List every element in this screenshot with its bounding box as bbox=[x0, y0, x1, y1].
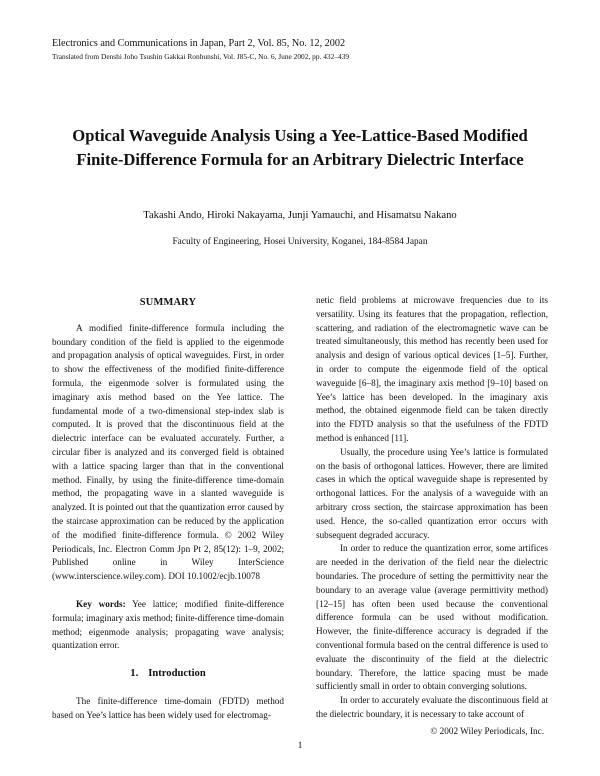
title-line-1: Optical Waveguide Analysis Using a Yee-Lattice-Based Modified bbox=[72, 126, 528, 145]
page-number: 1 bbox=[297, 740, 303, 751]
copyright-notice: © 2002 Wiley Periodicals, Inc. bbox=[430, 726, 544, 736]
right-column bbox=[316, 294, 548, 722]
summary-heading: SUMMARY bbox=[139, 297, 197, 308]
keywords-text: Yee lattice; modified finite-difference formula; imaginary axis method; finite-difference time-domain method; eigenmode analysis; propagating wave analysis; quantization error. bbox=[52, 598, 284, 651]
intro-paragraph-start: The finite-difference time-domain (FDTD) method based on Yee’s lattice has been widely used for electromag- bbox=[52, 695, 284, 720]
journal-header: Electronics and Communications in Japan, Part 2, Vol. 85, No. 12, 2002 bbox=[52, 38, 346, 49]
intro-title: Introduction bbox=[148, 668, 206, 680]
intro-paragraph: Usually, the procedure using Yee’s lattice is formulated on the basis of orthogonal lattices. However, there are limited cases in which the optical waveguide shape is represented by orthogonal lattices. For the analysis of a waveguide with an arbitrary cross section, the staircase approximation has been used. Hence, the so-called quantization error occurs with subsequent degraded accuracy. bbox=[316, 446, 548, 540]
translation-note: Translated from Denshi Joho Tsushin Gakkai Ronbunshi, Vol. J85-C, No. 6, June 2002, pp. 432–439 bbox=[52, 52, 350, 61]
intro-number: 1. bbox=[130, 668, 139, 680]
authors: Takashi Ando, Hiroki Nakayama, Junji Yamauchi, and Hisamatsu Nakano bbox=[143, 210, 457, 221]
summary-text: A modified finite-difference formula including the boundary condition of the field is applied to the eigenmode and propagation analysis of optical waveguides. First, in order to show the effectiveness of the modified finite-difference formula, the eigenmode solver is formulated using the imaginary axis method based on the Yee lattice. The fundamental mode of a two-dimensional step-index slab is computed. It is proved that the discontinuous field at the dielectric interface can be evaluated accurately. Further, a circular fiber is analyzed and its converged field is obtained with a lattice spacing larger than that in the conventional method. Finally, by using the finite-difference time-domain method, the propagating wave in a slanted waveguide is analyzed. It is pointed out that the quantization error caused by the staircase approximation can be reduced by the application of the modified finite-difference formula. © 2002 Wiley Periodicals, Inc. Electron Comm Jpn Pt 2, 85(12): 1–9, 2002; Published online in Wiley InterScience (www.interscience.wiley.com). DOI 10.1002/ecjb.10078 bbox=[52, 322, 284, 582]
paper-title bbox=[40, 124, 560, 172]
title-line-2: Finite-Difference Formula for an Arbitrary Dielectric Interface bbox=[76, 150, 524, 169]
intro-heading bbox=[52, 667, 284, 681]
intro-paragraph-continued: netic field problems at microwave frequencies due to its versatility. Using its features that the propagation, reflection, scattering, and radiation of the electromagnetic wave can be treated simultaneously, this method has recently been used for analysis and design of various optical devices [1–5]. Further, in order to compute the eigenmode field of the optical waveguide [6–8], the imaginary axis method [9–10] based on Yee’s lattice has been developed. In the imaginary axis method, the obtained eigenmode field can be taken directly into the FDTD analysis so that the usefulness of the FDTD method is enhanced [11]. bbox=[316, 295, 548, 443]
affiliation: Faculty of Engineering, Hosei University, Koganei, 184-8584 Japan bbox=[172, 237, 428, 247]
intro-paragraph: In order to accurately evaluate the discontinuous field at the dielectric boundary, it is necessary to take account of bbox=[316, 695, 548, 719]
intro-paragraph: In order to reduce the quantization error, some artifices are needed in the derivation of the field near the dielectric boundaries. The procedure of setting the permittivity near the boundary to an average value (average permittivity method) [12–15] has often been used because the conventional difference formula can be used without modification. However, the finite-difference accuracy is degraded if the conventional formula based on the central difference is used to evaluate the discontinuity of the field at the dielectric boundary. Therefore, the lattice spacing must be made sufficiently small in order to obtain converging solutions. bbox=[316, 543, 548, 692]
left-column bbox=[52, 296, 284, 723]
keywords-paragraph bbox=[52, 598, 284, 653]
keywords-label: Key words: bbox=[76, 598, 126, 609]
